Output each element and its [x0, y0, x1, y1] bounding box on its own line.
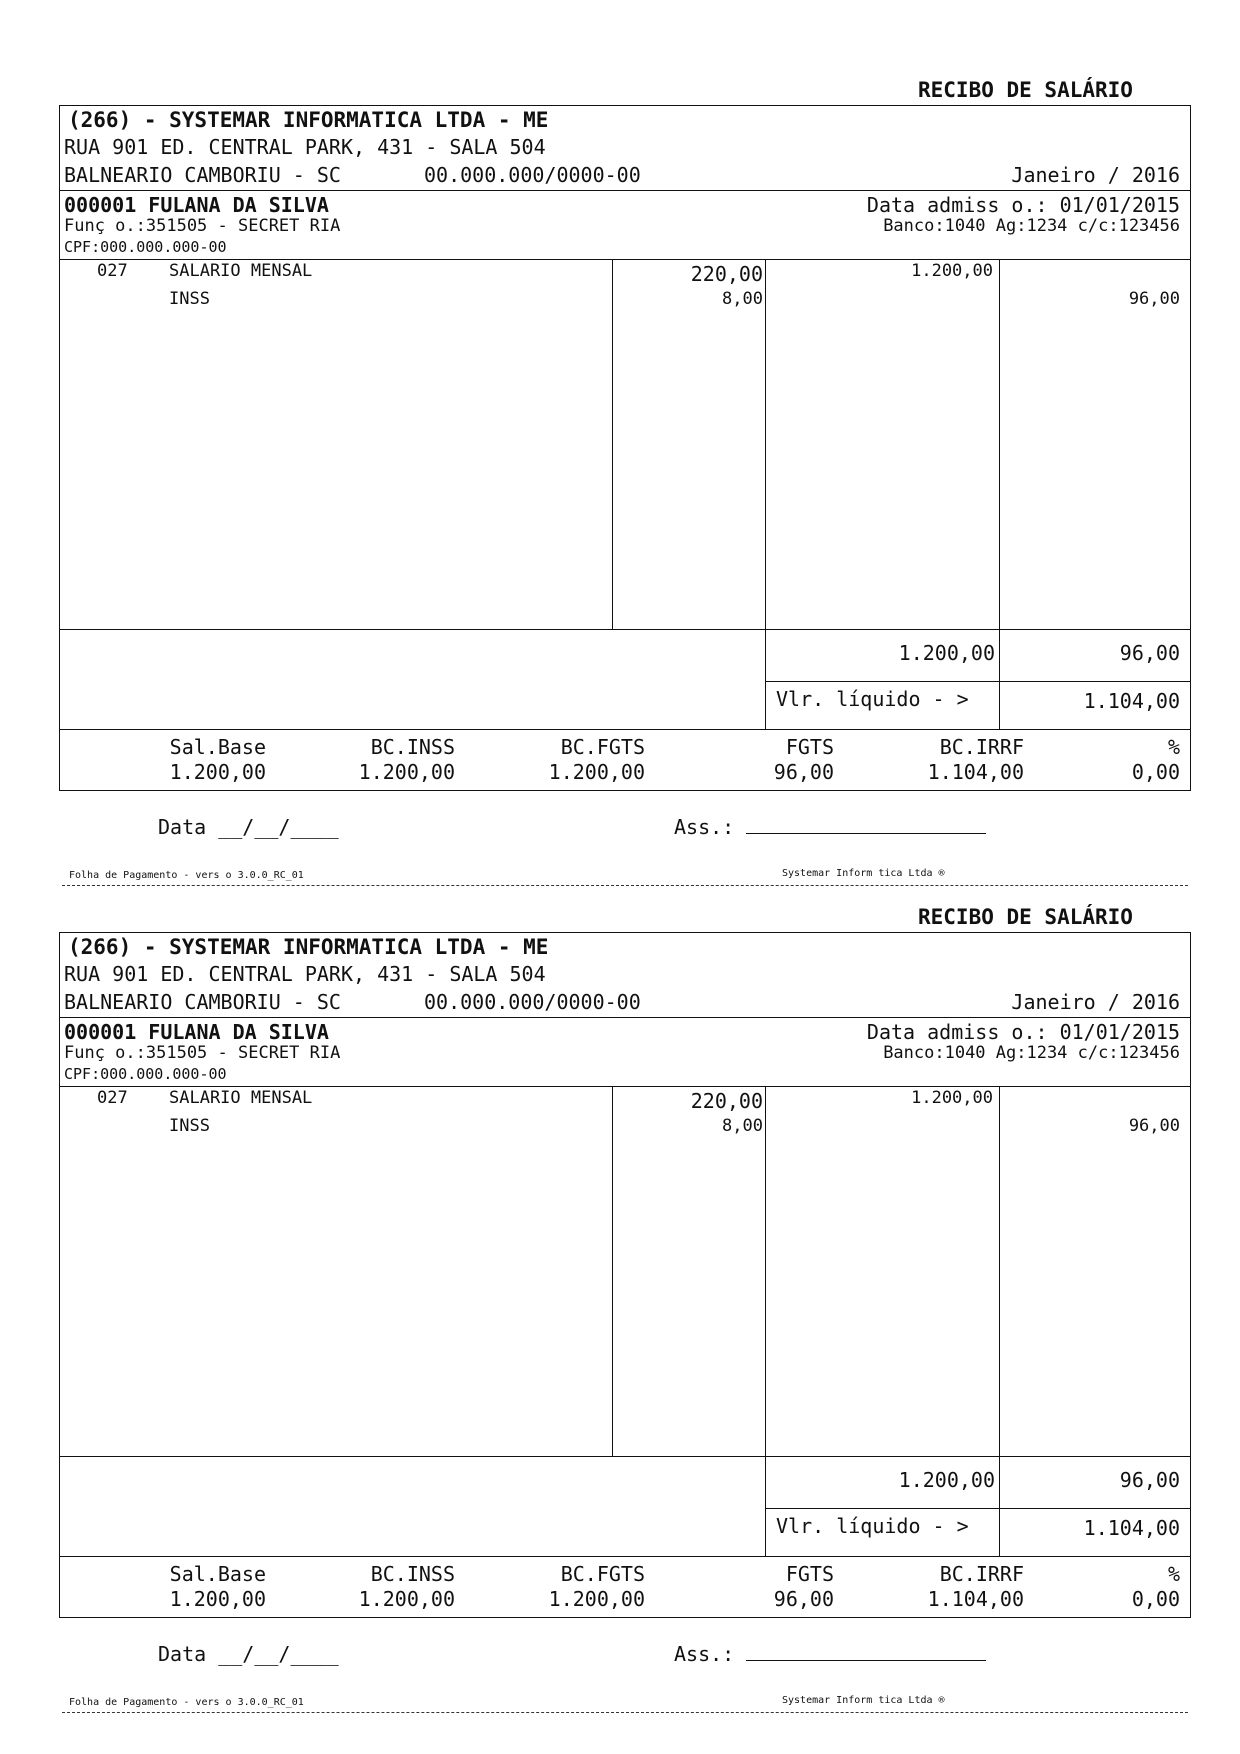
column-divider	[612, 259, 613, 629]
company-address: RUA 901 ED. CENTRAL PARK, 431 - SALA 504	[64, 135, 546, 159]
divider	[59, 629, 1191, 630]
base-label: BC.FGTS	[560, 1562, 645, 1586]
footer-right: Systemar Inform tica Ltda ®	[782, 1695, 945, 1706]
net-value-label: Vlr. líquido - >	[776, 1514, 969, 1538]
base-label: Sal.Base	[169, 735, 266, 759]
cut-line	[62, 1712, 1188, 1713]
column-divider	[765, 1086, 766, 1556]
receipt-title: RECIBO DE SALÁRIO	[918, 905, 1133, 929]
item-deductions: 96,00	[1128, 1116, 1180, 1136]
item-code: 027	[97, 261, 128, 281]
payroll-period: Janeiro / 2016	[1011, 990, 1180, 1014]
item-reference: 220,00	[690, 262, 763, 286]
item-earnings: 1.200,00	[911, 261, 993, 281]
salary-receipt-2	[0, 827, 1240, 1708]
base-label: FGTS	[785, 1562, 834, 1586]
divider	[59, 1556, 1191, 1557]
admission-date: Data admiss o.: 01/01/2015	[866, 193, 1180, 217]
divider	[59, 1456, 1191, 1457]
date-field: Data __/__/____	[158, 815, 339, 839]
column-divider	[612, 1086, 613, 1456]
bank-info: Banco:1040 Ag:1234 c/c:123456	[883, 216, 1180, 236]
item-description: SALARIO MENSAL	[169, 1088, 313, 1108]
column-divider	[999, 259, 1000, 729]
admission-date: Data admiss o.: 01/01/2015	[866, 1020, 1180, 1044]
bank-info: Banco:1040 Ag:1234 c/c:123456	[883, 1043, 1180, 1063]
item-reference: 8,00	[722, 289, 763, 309]
column-divider	[999, 1086, 1000, 1556]
company-city: BALNEARIO CAMBORIU - SC	[64, 163, 341, 187]
employee-cpf: CPF:000.000.000-00	[64, 1065, 227, 1083]
company-name: (266) - SYSTEMAR INFORMATICA LTDA - ME	[68, 108, 549, 132]
base-label: BC.INSS	[370, 1562, 455, 1586]
signature-label: Ass.:	[674, 1642, 735, 1666]
employee-name: 000001 FULANA DA SILVA	[64, 1020, 329, 1044]
total-earnings: 1.200,00	[898, 641, 995, 665]
item-earnings: 1.200,00	[911, 1088, 993, 1108]
base-value: 96,00	[773, 760, 834, 784]
base-value: 1.200,00	[358, 760, 455, 784]
item-description: INSS	[169, 289, 210, 309]
base-label: BC.IRRF	[939, 1562, 1024, 1586]
employee-name: 000001 FULANA DA SILVA	[64, 193, 329, 217]
footer-left: Folha de Pagamento - vers o 3.0.0_RC_01	[69, 1697, 304, 1708]
base-label: Sal.Base	[169, 1562, 266, 1586]
base-value: 1.200,00	[169, 760, 266, 784]
base-value: 1.200,00	[548, 1587, 645, 1611]
base-value: 1.200,00	[358, 1587, 455, 1611]
base-value: 1.104,00	[927, 760, 1024, 784]
company-name: (266) - SYSTEMAR INFORMATICA LTDA - ME	[68, 935, 549, 959]
total-deductions: 96,00	[1119, 1468, 1180, 1492]
base-label: BC.INSS	[370, 735, 455, 759]
base-label: BC.FGTS	[560, 735, 645, 759]
net-value: 1.104,00	[1083, 1516, 1180, 1540]
item-description: INSS	[169, 1116, 210, 1136]
footer-right: Systemar Inform tica Ltda ®	[782, 868, 945, 879]
company-cnpj: 00.000.000/0000-00	[424, 163, 641, 187]
footer-left: Folha de Pagamento - vers o 3.0.0_RC_01	[69, 870, 304, 881]
divider	[59, 190, 1191, 191]
base-label: BC.IRRF	[939, 735, 1024, 759]
divider	[765, 681, 1191, 682]
base-value: 96,00	[773, 1587, 834, 1611]
receipt-title: RECIBO DE SALÁRIO	[918, 78, 1133, 102]
signature-line	[746, 1660, 986, 1661]
company-cnpj: 00.000.000/0000-00	[424, 990, 641, 1014]
signature-label: Ass.:	[674, 815, 735, 839]
employee-function: Funç o.:351505 - SECRET RIA	[64, 216, 341, 236]
base-label: %	[1167, 735, 1180, 759]
base-value: 1.104,00	[927, 1587, 1024, 1611]
base-value: 0,00	[1131, 1587, 1180, 1611]
base-value: 1.200,00	[169, 1587, 266, 1611]
base-value: 1.200,00	[548, 760, 645, 784]
item-reference: 8,00	[722, 1116, 763, 1136]
employee-function: Funç o.:351505 - SECRET RIA	[64, 1043, 341, 1063]
total-earnings: 1.200,00	[898, 1468, 995, 1492]
item-code: 027	[97, 1088, 128, 1108]
payroll-period: Janeiro / 2016	[1011, 163, 1180, 187]
company-city: BALNEARIO CAMBORIU - SC	[64, 990, 341, 1014]
divider	[59, 259, 1191, 260]
net-value: 1.104,00	[1083, 689, 1180, 713]
net-value-label: Vlr. líquido - >	[776, 687, 969, 711]
divider	[765, 1508, 1191, 1509]
divider	[59, 729, 1191, 730]
base-value: 0,00	[1131, 760, 1180, 784]
item-reference: 220,00	[690, 1089, 763, 1113]
employee-cpf: CPF:000.000.000-00	[64, 238, 227, 256]
divider	[59, 1017, 1191, 1018]
column-divider	[765, 259, 766, 729]
base-label: FGTS	[785, 735, 834, 759]
divider	[59, 1086, 1191, 1087]
item-description: SALARIO MENSAL	[169, 261, 313, 281]
total-deductions: 96,00	[1119, 641, 1180, 665]
base-label: %	[1167, 1562, 1180, 1586]
item-deductions: 96,00	[1128, 289, 1180, 309]
date-field: Data __/__/____	[158, 1642, 339, 1666]
company-address: RUA 901 ED. CENTRAL PARK, 431 - SALA 504	[64, 962, 546, 986]
